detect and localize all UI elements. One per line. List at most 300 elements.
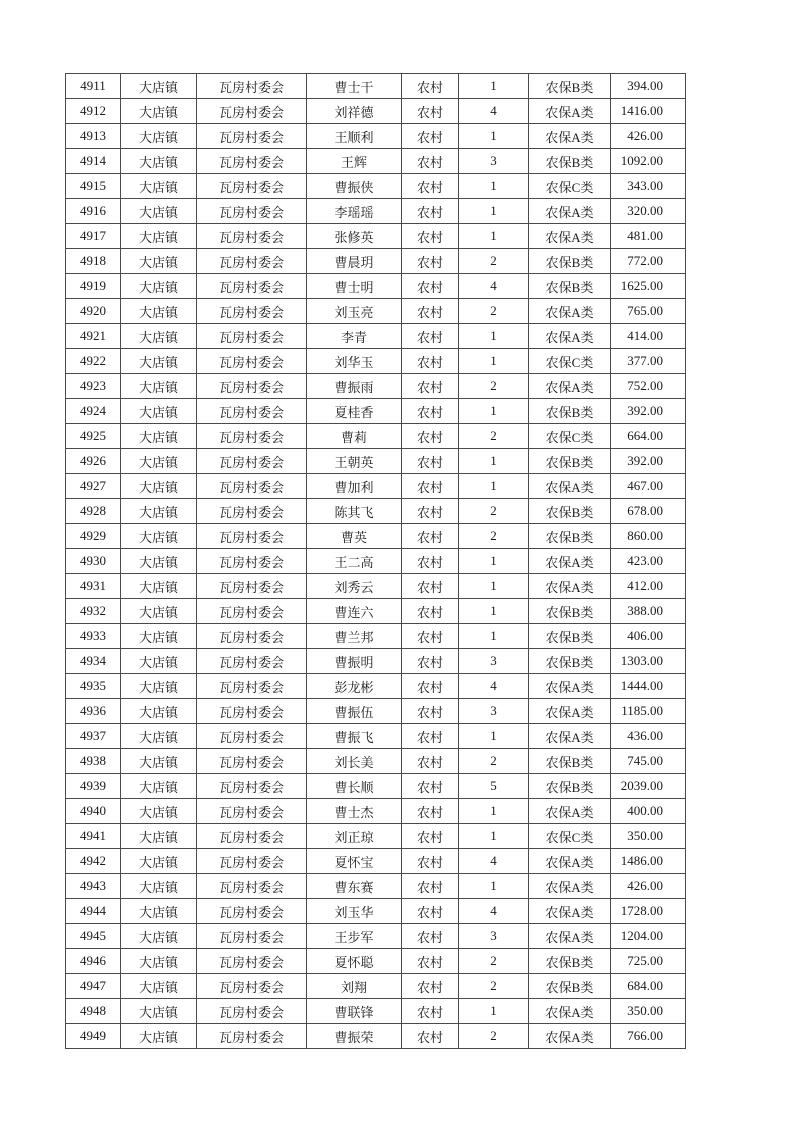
serial-number-cell: 4913 — [66, 124, 121, 149]
insurance-category-cell: 农保A类 — [529, 549, 611, 574]
person-name-cell: 曹振飞 — [307, 724, 402, 749]
table-row — [66, 274, 686, 299]
town-cell: 大店镇 — [121, 199, 197, 224]
person-count-cell: 5 — [459, 774, 529, 799]
amount-cell: 1728.00 — [611, 899, 686, 924]
person-count-cell: 1 — [459, 174, 529, 199]
person-name-cell: 刘玉亮 — [307, 299, 402, 324]
person-count-cell: 1 — [459, 824, 529, 849]
insurance-category-cell: 农保A类 — [529, 699, 611, 724]
serial-number-cell: 4914 — [66, 149, 121, 174]
person-count-cell: 3 — [459, 649, 529, 674]
amount-cell: 481.00 — [611, 224, 686, 249]
household-type-cell: 农村 — [402, 99, 459, 124]
insurance-category-cell: 农保B类 — [529, 599, 611, 624]
amount-cell: 772.00 — [611, 249, 686, 274]
village-committee-cell: 瓦房村委会 — [197, 599, 307, 624]
household-type-cell: 农村 — [402, 424, 459, 449]
insurance-category-cell: 农保A类 — [529, 574, 611, 599]
village-committee-cell: 瓦房村委会 — [197, 474, 307, 499]
table-row — [66, 974, 686, 999]
serial-number-cell: 4917 — [66, 224, 121, 249]
insurance-category-cell: 农保B类 — [529, 249, 611, 274]
person-name-cell: 曹加利 — [307, 474, 402, 499]
person-name-cell: 曹士明 — [307, 274, 402, 299]
table-row — [66, 224, 686, 249]
insurance-category-cell: 农保B类 — [529, 499, 611, 524]
person-name-cell: 王顺利 — [307, 124, 402, 149]
table-row — [66, 249, 686, 274]
table-row — [66, 199, 686, 224]
serial-number-cell: 4920 — [66, 299, 121, 324]
household-type-cell: 农村 — [402, 724, 459, 749]
person-count-cell: 3 — [459, 149, 529, 174]
table-row — [66, 99, 686, 124]
town-cell: 大店镇 — [121, 124, 197, 149]
serial-number-cell: 4935 — [66, 674, 121, 699]
person-name-cell: 曹振伍 — [307, 699, 402, 724]
insurance-category-cell: 农保B类 — [529, 749, 611, 774]
household-type-cell: 农村 — [402, 624, 459, 649]
household-type-cell: 农村 — [402, 699, 459, 724]
table-row — [66, 824, 686, 849]
town-cell: 大店镇 — [121, 699, 197, 724]
village-committee-cell: 瓦房村委会 — [197, 174, 307, 199]
insurance-category-cell: 农保A类 — [529, 224, 611, 249]
serial-number-cell: 4942 — [66, 849, 121, 874]
serial-number-cell: 4947 — [66, 974, 121, 999]
town-cell: 大店镇 — [121, 899, 197, 924]
amount-cell: 388.00 — [611, 599, 686, 624]
village-committee-cell: 瓦房村委会 — [197, 699, 307, 724]
town-cell: 大店镇 — [121, 974, 197, 999]
town-cell: 大店镇 — [121, 249, 197, 274]
insurance-category-cell: 农保B类 — [529, 524, 611, 549]
table-row — [66, 299, 686, 324]
household-type-cell: 农村 — [402, 199, 459, 224]
amount-cell: 412.00 — [611, 574, 686, 599]
town-cell: 大店镇 — [121, 524, 197, 549]
town-cell: 大店镇 — [121, 99, 197, 124]
person-name-cell: 王朝英 — [307, 449, 402, 474]
village-committee-cell: 瓦房村委会 — [197, 574, 307, 599]
amount-cell: 1092.00 — [611, 149, 686, 174]
person-count-cell: 1 — [459, 199, 529, 224]
serial-number-cell: 4940 — [66, 799, 121, 824]
household-type-cell: 农村 — [402, 374, 459, 399]
amount-cell: 752.00 — [611, 374, 686, 399]
person-count-cell: 1 — [459, 599, 529, 624]
amount-cell: 1416.00 — [611, 99, 686, 124]
person-count-cell: 1 — [459, 74, 529, 99]
household-type-cell: 农村 — [402, 549, 459, 574]
village-committee-cell: 瓦房村委会 — [197, 124, 307, 149]
insurance-category-cell: 农保A类 — [529, 299, 611, 324]
serial-number-cell: 4919 — [66, 274, 121, 299]
insurance-category-cell: 农保B类 — [529, 74, 611, 99]
insurance-category-cell: 农保B类 — [529, 624, 611, 649]
town-cell: 大店镇 — [121, 399, 197, 424]
town-cell: 大店镇 — [121, 549, 197, 574]
insurance-category-cell: 农保B类 — [529, 274, 611, 299]
person-name-cell: 刘翔 — [307, 974, 402, 999]
person-count-cell: 2 — [459, 374, 529, 399]
table-row — [66, 924, 686, 949]
person-count-cell: 1 — [459, 574, 529, 599]
village-committee-cell: 瓦房村委会 — [197, 149, 307, 174]
village-committee-cell: 瓦房村委会 — [197, 274, 307, 299]
village-committee-cell: 瓦房村委会 — [197, 199, 307, 224]
village-committee-cell: 瓦房村委会 — [197, 1024, 307, 1049]
household-type-cell: 农村 — [402, 774, 459, 799]
village-committee-cell: 瓦房村委会 — [197, 849, 307, 874]
insurance-category-cell: 农保A类 — [529, 999, 611, 1024]
person-name-cell: 曹士干 — [307, 74, 402, 99]
amount-cell: 377.00 — [611, 349, 686, 374]
serial-number-cell: 4932 — [66, 599, 121, 624]
person-name-cell: 曹振雨 — [307, 374, 402, 399]
serial-number-cell: 4938 — [66, 749, 121, 774]
person-name-cell: 曹莉 — [307, 424, 402, 449]
table-row — [66, 724, 686, 749]
table-row — [66, 849, 686, 874]
person-name-cell: 曹长顺 — [307, 774, 402, 799]
town-cell: 大店镇 — [121, 849, 197, 874]
serial-number-cell: 4930 — [66, 549, 121, 574]
amount-cell: 343.00 — [611, 174, 686, 199]
village-committee-cell: 瓦房村委会 — [197, 649, 307, 674]
serial-number-cell: 4939 — [66, 774, 121, 799]
town-cell: 大店镇 — [121, 999, 197, 1024]
person-count-cell: 2 — [459, 424, 529, 449]
town-cell: 大店镇 — [121, 774, 197, 799]
insurance-category-cell: 农保A类 — [529, 899, 611, 924]
town-cell: 大店镇 — [121, 924, 197, 949]
household-type-cell: 农村 — [402, 74, 459, 99]
town-cell: 大店镇 — [121, 424, 197, 449]
person-count-cell: 4 — [459, 849, 529, 874]
table-row — [66, 574, 686, 599]
person-count-cell: 1 — [459, 724, 529, 749]
person-count-cell: 4 — [459, 674, 529, 699]
table-row — [66, 424, 686, 449]
insurance-category-cell: 农保A类 — [529, 199, 611, 224]
table-row — [66, 899, 686, 924]
amount-cell: 392.00 — [611, 399, 686, 424]
village-committee-cell: 瓦房村委会 — [197, 224, 307, 249]
village-committee-cell: 瓦房村委会 — [197, 99, 307, 124]
insurance-category-cell: 农保A类 — [529, 674, 611, 699]
amount-cell: 725.00 — [611, 949, 686, 974]
household-type-cell: 农村 — [402, 1024, 459, 1049]
insurance-category-cell: 农保A类 — [529, 874, 611, 899]
village-committee-cell: 瓦房村委会 — [197, 524, 307, 549]
serial-number-cell: 4923 — [66, 374, 121, 399]
village-committee-cell: 瓦房村委会 — [197, 974, 307, 999]
village-committee-cell: 瓦房村委会 — [197, 724, 307, 749]
serial-number-cell: 4941 — [66, 824, 121, 849]
household-type-cell: 农村 — [402, 924, 459, 949]
insurance-category-cell: 农保A类 — [529, 724, 611, 749]
person-name-cell: 曹晨玥 — [307, 249, 402, 274]
person-name-cell: 陈其飞 — [307, 499, 402, 524]
table-row — [66, 149, 686, 174]
amount-cell: 350.00 — [611, 824, 686, 849]
serial-number-cell: 4946 — [66, 949, 121, 974]
household-type-cell: 农村 — [402, 474, 459, 499]
town-cell: 大店镇 — [121, 649, 197, 674]
person-name-cell: 刘祥德 — [307, 99, 402, 124]
household-type-cell: 农村 — [402, 499, 459, 524]
person-name-cell: 彭龙彬 — [307, 674, 402, 699]
serial-number-cell: 4928 — [66, 499, 121, 524]
amount-cell: 765.00 — [611, 299, 686, 324]
amount-cell: 766.00 — [611, 1024, 686, 1049]
table-row — [66, 524, 686, 549]
amount-cell: 1303.00 — [611, 649, 686, 674]
person-name-cell: 刘玉华 — [307, 899, 402, 924]
serial-number-cell: 4944 — [66, 899, 121, 924]
village-committee-cell: 瓦房村委会 — [197, 399, 307, 424]
person-count-cell: 3 — [459, 924, 529, 949]
insurance-category-cell: 农保B类 — [529, 149, 611, 174]
village-committee-cell: 瓦房村委会 — [197, 824, 307, 849]
town-cell: 大店镇 — [121, 149, 197, 174]
village-committee-cell: 瓦房村委会 — [197, 874, 307, 899]
amount-cell: 320.00 — [611, 199, 686, 224]
person-count-cell: 1 — [459, 324, 529, 349]
person-name-cell: 王二高 — [307, 549, 402, 574]
village-committee-cell: 瓦房村委会 — [197, 624, 307, 649]
person-name-cell: 曹振侠 — [307, 174, 402, 199]
town-cell: 大店镇 — [121, 799, 197, 824]
table-row — [66, 549, 686, 574]
household-type-cell: 农村 — [402, 174, 459, 199]
town-cell: 大店镇 — [121, 1024, 197, 1049]
insurance-category-cell: 农保A类 — [529, 799, 611, 824]
person-count-cell: 1 — [459, 799, 529, 824]
amount-cell: 664.00 — [611, 424, 686, 449]
person-count-cell: 1 — [459, 624, 529, 649]
person-name-cell: 曹东赛 — [307, 874, 402, 899]
insurance-category-cell: 农保B类 — [529, 649, 611, 674]
benefits-table — [65, 73, 686, 1049]
table-row — [66, 374, 686, 399]
serial-number-cell: 4931 — [66, 574, 121, 599]
person-count-cell: 2 — [459, 499, 529, 524]
village-committee-cell: 瓦房村委会 — [197, 749, 307, 774]
household-type-cell: 农村 — [402, 749, 459, 774]
table-row — [66, 749, 686, 774]
person-count-cell: 1 — [459, 549, 529, 574]
table-row — [66, 774, 686, 799]
town-cell: 大店镇 — [121, 724, 197, 749]
village-committee-cell: 瓦房村委会 — [197, 299, 307, 324]
serial-number-cell: 4918 — [66, 249, 121, 274]
village-committee-cell: 瓦房村委会 — [197, 374, 307, 399]
person-name-cell: 曹振荣 — [307, 1024, 402, 1049]
person-name-cell: 夏怀聪 — [307, 949, 402, 974]
town-cell: 大店镇 — [121, 474, 197, 499]
person-name-cell: 王步军 — [307, 924, 402, 949]
table-row — [66, 674, 686, 699]
person-count-cell: 1 — [459, 874, 529, 899]
village-committee-cell: 瓦房村委会 — [197, 674, 307, 699]
household-type-cell: 农村 — [402, 899, 459, 924]
person-name-cell: 曹英 — [307, 524, 402, 549]
household-type-cell: 农村 — [402, 949, 459, 974]
amount-cell: 1185.00 — [611, 699, 686, 724]
person-count-cell: 2 — [459, 1024, 529, 1049]
household-type-cell: 农村 — [402, 799, 459, 824]
village-committee-cell: 瓦房村委会 — [197, 324, 307, 349]
table-row — [66, 699, 686, 724]
table-row — [66, 874, 686, 899]
table-row — [66, 624, 686, 649]
town-cell: 大店镇 — [121, 674, 197, 699]
town-cell: 大店镇 — [121, 574, 197, 599]
amount-cell: 423.00 — [611, 549, 686, 574]
village-committee-cell: 瓦房村委会 — [197, 249, 307, 274]
amount-cell: 860.00 — [611, 524, 686, 549]
table-row — [66, 399, 686, 424]
person-count-cell: 2 — [459, 299, 529, 324]
person-name-cell: 夏桂香 — [307, 399, 402, 424]
household-type-cell: 农村 — [402, 599, 459, 624]
serial-number-cell: 4925 — [66, 424, 121, 449]
town-cell: 大店镇 — [121, 374, 197, 399]
table-row — [66, 174, 686, 199]
household-type-cell: 农村 — [402, 649, 459, 674]
village-committee-cell: 瓦房村委会 — [197, 74, 307, 99]
household-type-cell: 农村 — [402, 674, 459, 699]
insurance-category-cell: 农保A类 — [529, 1024, 611, 1049]
person-name-cell: 张修英 — [307, 224, 402, 249]
household-type-cell: 农村 — [402, 974, 459, 999]
household-type-cell: 农村 — [402, 999, 459, 1024]
amount-cell: 400.00 — [611, 799, 686, 824]
village-committee-cell: 瓦房村委会 — [197, 774, 307, 799]
serial-number-cell: 4937 — [66, 724, 121, 749]
table-row — [66, 949, 686, 974]
household-type-cell: 农村 — [402, 574, 459, 599]
amount-cell: 436.00 — [611, 724, 686, 749]
household-type-cell: 农村 — [402, 524, 459, 549]
town-cell: 大店镇 — [121, 749, 197, 774]
town-cell: 大店镇 — [121, 499, 197, 524]
person-count-cell: 4 — [459, 99, 529, 124]
person-count-cell: 1 — [459, 474, 529, 499]
person-count-cell: 2 — [459, 749, 529, 774]
serial-number-cell: 4949 — [66, 1024, 121, 1049]
insurance-category-cell: 农保A类 — [529, 924, 611, 949]
household-type-cell: 农村 — [402, 449, 459, 474]
household-type-cell: 农村 — [402, 874, 459, 899]
amount-cell: 1444.00 — [611, 674, 686, 699]
insurance-category-cell: 农保B类 — [529, 774, 611, 799]
person-count-cell: 1 — [459, 999, 529, 1024]
person-count-cell: 1 — [459, 124, 529, 149]
village-committee-cell: 瓦房村委会 — [197, 799, 307, 824]
town-cell: 大店镇 — [121, 449, 197, 474]
person-count-cell: 1 — [459, 349, 529, 374]
person-name-cell: 刘秀云 — [307, 574, 402, 599]
serial-number-cell: 4926 — [66, 449, 121, 474]
town-cell: 大店镇 — [121, 174, 197, 199]
serial-number-cell: 4936 — [66, 699, 121, 724]
town-cell: 大店镇 — [121, 599, 197, 624]
table-row — [66, 649, 686, 674]
serial-number-cell: 4945 — [66, 924, 121, 949]
person-name-cell: 夏怀宝 — [307, 849, 402, 874]
person-name-cell: 刘长美 — [307, 749, 402, 774]
household-type-cell: 农村 — [402, 249, 459, 274]
insurance-category-cell: 农保B类 — [529, 399, 611, 424]
table-body — [66, 74, 686, 1049]
serial-number-cell: 4911 — [66, 74, 121, 99]
person-name-cell: 刘华玉 — [307, 349, 402, 374]
amount-cell: 678.00 — [611, 499, 686, 524]
person-name-cell: 刘正琼 — [307, 824, 402, 849]
town-cell: 大店镇 — [121, 324, 197, 349]
village-committee-cell: 瓦房村委会 — [197, 899, 307, 924]
amount-cell: 1486.00 — [611, 849, 686, 874]
household-type-cell: 农村 — [402, 124, 459, 149]
village-committee-cell: 瓦房村委会 — [197, 449, 307, 474]
table-row — [66, 499, 686, 524]
town-cell: 大店镇 — [121, 299, 197, 324]
table-row — [66, 799, 686, 824]
table-row — [66, 74, 686, 99]
person-count-cell: 4 — [459, 274, 529, 299]
serial-number-cell: 4934 — [66, 649, 121, 674]
insurance-category-cell: 农保B类 — [529, 974, 611, 999]
insurance-category-cell: 农保B类 — [529, 949, 611, 974]
person-count-cell: 3 — [459, 699, 529, 724]
table-row — [66, 999, 686, 1024]
household-type-cell: 农村 — [402, 399, 459, 424]
insurance-category-cell: 农保A类 — [529, 474, 611, 499]
amount-cell: 392.00 — [611, 449, 686, 474]
amount-cell: 350.00 — [611, 999, 686, 1024]
household-type-cell: 农村 — [402, 324, 459, 349]
person-name-cell: 曹振明 — [307, 649, 402, 674]
serial-number-cell: 4912 — [66, 99, 121, 124]
household-type-cell: 农村 — [402, 149, 459, 174]
amount-cell: 1204.00 — [611, 924, 686, 949]
person-count-cell: 1 — [459, 399, 529, 424]
insurance-category-cell: 农保C类 — [529, 349, 611, 374]
amount-cell: 426.00 — [611, 124, 686, 149]
serial-number-cell: 4933 — [66, 624, 121, 649]
town-cell: 大店镇 — [121, 274, 197, 299]
person-name-cell: 李瑶瑶 — [307, 199, 402, 224]
household-type-cell: 农村 — [402, 849, 459, 874]
town-cell: 大店镇 — [121, 349, 197, 374]
town-cell: 大店镇 — [121, 74, 197, 99]
amount-cell: 684.00 — [611, 974, 686, 999]
village-committee-cell: 瓦房村委会 — [197, 999, 307, 1024]
insurance-category-cell: 农保C类 — [529, 174, 611, 199]
person-name-cell: 王辉 — [307, 149, 402, 174]
household-type-cell: 农村 — [402, 224, 459, 249]
insurance-category-cell: 农保C类 — [529, 424, 611, 449]
table-row — [66, 599, 686, 624]
person-count-cell: 1 — [459, 449, 529, 474]
person-name-cell: 曹联锋 — [307, 999, 402, 1024]
table-row — [66, 349, 686, 374]
person-count-cell: 2 — [459, 974, 529, 999]
